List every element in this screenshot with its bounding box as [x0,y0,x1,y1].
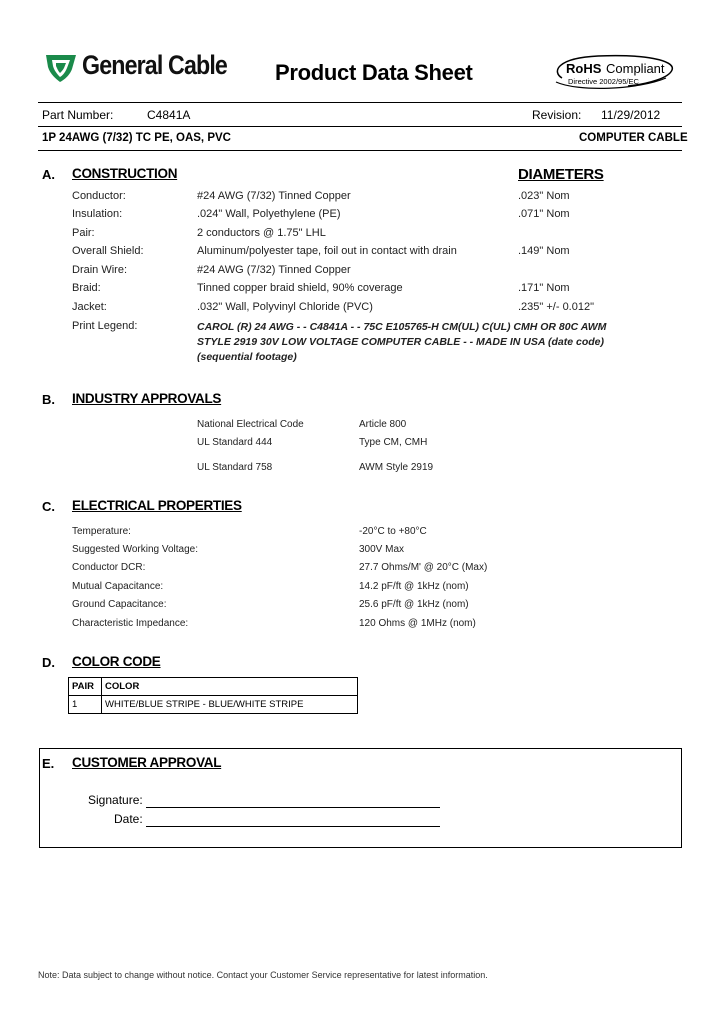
print-legend [197,320,627,365]
section-d-title: COLOR CODE [72,654,161,669]
construction-label: Overall Shield: [72,245,144,257]
electrical-value: -20°C to +80°C [359,526,427,537]
construction-value: Tinned copper braid shield, 90% coverage [197,282,403,294]
date-field[interactable] [146,826,440,827]
approval-name: UL Standard 444 [197,437,273,448]
section-e-title: CUSTOMER APPROVAL [72,755,222,770]
construction-value: .032" Wall, Polyvinyl Chloride (PVC) [197,301,373,313]
construction-label: Pair: [72,227,95,239]
rohs-directive: Directive 2002/95/EC [568,77,639,86]
table-header-row [69,678,358,696]
construction-diameter: .149" Nom [518,245,570,257]
print-legend-line: CAROL (R) 24 AWG - - C4841A - - 75C E105765-H CM(UL) C(UL) CMH OR 80C AWM [197,321,607,333]
electrical-value: 27.7 Ohms/M' @ 20°C (Max) [359,562,488,573]
footer-note: Note: Data subject to change without notice. Contact your Customer Service representative for latest information. [38,970,488,980]
rohs-main: RoHS [566,61,602,76]
date-label: Date: [114,812,143,826]
section-a-letter: A. [42,167,55,182]
section-b-title: INDUSTRY APPROVALS [72,391,222,406]
rohs-sub: Compliant [606,61,665,76]
part-description: 1P 24AWG (7/32) TC PE, OAS, PVC [42,132,231,144]
section-c-letter: C. [42,499,55,514]
construction-value: Aluminum/polyester tape, foil out in contact with drain [197,245,457,257]
electrical-label: Suggested Working Voltage: [72,544,199,555]
brand-name: General Cable [82,50,227,80]
signature-field[interactable] [146,807,440,808]
revision-label: Revision: [532,108,582,122]
print-legend-line: (sequential footage) [197,351,297,363]
electrical-label: Conductor DCR: [72,562,146,573]
construction-value: 2 conductors @ 1.75" LHL [197,227,326,239]
construction-label: Drain Wire: [72,264,128,276]
section-e-letter: E. [42,756,55,771]
pair-header: PAIR [69,678,102,696]
color-code-table [68,677,358,714]
header-rule [38,102,682,103]
print-legend-label: Print Legend: [72,320,138,332]
section-a-title: CONSTRUCTION [72,166,178,181]
table-row [69,696,358,714]
page-title: Product Data Sheet [275,60,473,85]
construction-value: #24 AWG (7/32) Tinned Copper [197,190,351,202]
color-header: COLOR [102,678,358,696]
logo [44,50,227,84]
approval-name: UL Standard 758 [197,462,273,473]
construction-value: .024" Wall, Polyethylene (PE) [197,208,341,220]
construction-value: #24 AWG (7/32) Tinned Copper [197,264,351,276]
section-c-title: ELECTRICAL PROPERTIES [72,498,242,513]
color-cell: WHITE/BLUE STRIPE - BLUE/WHITE STRIPE [102,696,358,714]
construction-diameter: .235" +/- 0.012" [518,301,595,313]
part-category: COMPUTER CABLE [579,132,688,144]
print-legend-line: STYLE 2919 30V LOW VOLTAGE COMPUTER CABLE - - MADE IN USA (date code) [197,336,605,348]
section-d-letter: D. [42,655,55,670]
approval-value: Type CM, CMH [359,437,428,448]
approval-value: Article 800 [359,419,407,430]
rohs-badge [548,52,678,94]
construction-label: Insulation: [72,208,123,220]
construction-diameter: .071" Nom [518,208,570,220]
signature-label: Signature: [88,793,143,807]
construction-diameter: .023" Nom [518,190,570,202]
electrical-value: 14.2 pF/ft @ 1kHz (nom) [359,581,469,592]
construction-label: Conductor: [72,190,126,202]
electrical-value: 25.6 pF/ft @ 1kHz (nom) [359,599,469,610]
electrical-label: Ground Capacitance: [72,599,167,610]
electrical-value: 300V Max [359,544,405,555]
revision-value: 11/29/2012 [601,108,661,122]
electrical-value: 120 Ohms @ 1MHz (nom) [359,618,476,629]
part-number-label: Part Number: [42,108,114,122]
diameters-title: DIAMETERS [518,166,604,183]
part-rule [38,126,682,127]
part-number-value: C4841A [147,108,191,122]
construction-label: Braid: [72,282,101,294]
electrical-label: Characteristic Impedance: [72,618,189,629]
approval-value: AWM Style 2919 [359,462,434,473]
description-rule [38,150,682,151]
construction-diameter: .171" Nom [518,282,570,294]
electrical-label: Temperature: [72,526,131,537]
general-cable-logo-icon [44,52,78,84]
section-b-letter: B. [42,392,55,407]
electrical-label: Mutual Capacitance: [72,581,164,592]
approval-name: National Electrical Code [197,419,304,430]
construction-label: Jacket: [72,301,107,313]
pair-cell: 1 [69,696,102,714]
